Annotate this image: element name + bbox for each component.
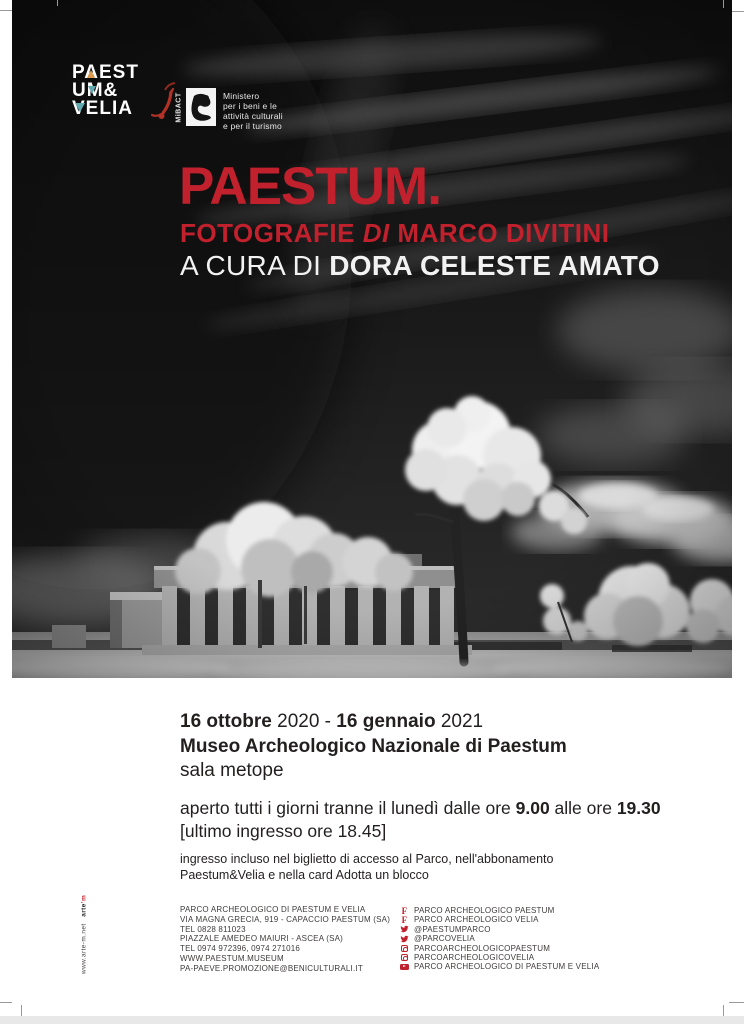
mibact-acronym: MiBACT <box>175 92 183 123</box>
ministry-name: Ministero per i beni e le attività culturali e per il turismo <box>223 91 283 131</box>
crop-mark <box>723 0 724 8</box>
contact-line: TEL 0974 972396, 0974 271016 <box>180 944 301 954</box>
social-row: @PARCOVELIA <box>400 934 599 943</box>
exhibition-details <box>180 710 661 883</box>
email: PA-PAEVE.PROMOZIONE@BENICULTURALI.IT <box>180 963 363 973</box>
crop-mark <box>0 10 12 11</box>
social-row: F PARCO ARCHEOLOGICO PAESTUM <box>401 905 555 916</box>
facebook-icon: F <box>401 915 408 926</box>
logo-line-2: UM& <box>72 80 119 101</box>
website: WWW.PAESTUM.MUSEUM <box>180 953 284 963</box>
contact-block <box>180 905 390 974</box>
logo-line-1: PAEST <box>72 62 139 83</box>
page-bottom-edge <box>0 1016 744 1024</box>
contact-line: VIA MAGNA GRECIA, 919 - CAPACCIO PAESTUM (SA) <box>180 914 391 924</box>
exhibition-poster <box>12 0 732 1016</box>
curator-name: DORA CELESTE AMATO <box>329 250 660 281</box>
crop-mark <box>729 1002 744 1003</box>
twitter-icon <box>400 925 409 933</box>
contact-line: PARCO ARCHEOLOGICO DI PAESTUM E VELIA <box>180 905 366 914</box>
opening-hours: aperto tutti i giorni tranne il lunedì dalle ore 9.00 alle ore 19.30 <box>180 797 661 818</box>
youtube-icon <box>400 963 409 971</box>
social-row: PARCOARCHEOLOGICOPAESTUM <box>400 944 599 953</box>
last-entry: [ultimo ingresso ore 18.45] <box>180 820 387 841</box>
room: sala metope <box>180 760 284 781</box>
mibact-logo <box>174 88 283 131</box>
logo-line-3: VELIA <box>72 98 133 119</box>
exhibition-photo <box>12 0 732 678</box>
instagram-icon <box>400 944 409 952</box>
contact-line: TEL 0828 811023 <box>180 924 246 934</box>
social-row: PARCOARCHEOLOGICOVELIA <box>400 953 599 962</box>
logo-teal-triangle-v <box>75 103 85 112</box>
exhibition-subtitle: FOTOGRAFIE DI MARCO DIVITINI <box>180 218 610 248</box>
curator-line: A CURA DI DORA CELESTE AMATO <box>180 250 660 281</box>
social-row: @PAESTUMPARCO <box>400 925 599 934</box>
exhibition-title: PAESTUM. <box>179 157 441 216</box>
crop-mark <box>0 1002 12 1003</box>
social-block <box>400 906 599 972</box>
date-range: 16 ottobre 2020 - 16 gennaio 2021 <box>180 711 484 732</box>
venue: Museo Archeologico Nazionale di Paestum <box>180 735 567 757</box>
social-row: PARCO ARCHEOLOGICO DI PAESTUM E VELIA <box>400 962 599 971</box>
ticket-info-line1: ingresso incluso nel biglietto di accesso al Parco, nell'abbonamento <box>180 851 554 866</box>
crop-mark <box>732 11 744 12</box>
instagram-icon <box>400 954 409 962</box>
printer-credit: www.arte-m.net arte’m <box>80 894 88 975</box>
mibact-seal-icon <box>186 88 216 126</box>
logo-orange-triangle <box>87 70 95 78</box>
social-row: F PARCO ARCHEOLOGICO VELIA <box>401 915 539 926</box>
crop-mark <box>57 0 58 6</box>
contact-line: PIAZZALE AMEDEO MAIURI - ASCEA (SA) <box>180 934 344 944</box>
ticket-info-line2: Paestum&Velia e nella card Adotta un blocco <box>180 867 429 882</box>
logo-teal-triangle-m <box>88 86 96 94</box>
paestum-velia-logo <box>72 64 139 118</box>
twitter-icon <box>400 935 409 943</box>
facebook-icon: F <box>401 905 408 916</box>
